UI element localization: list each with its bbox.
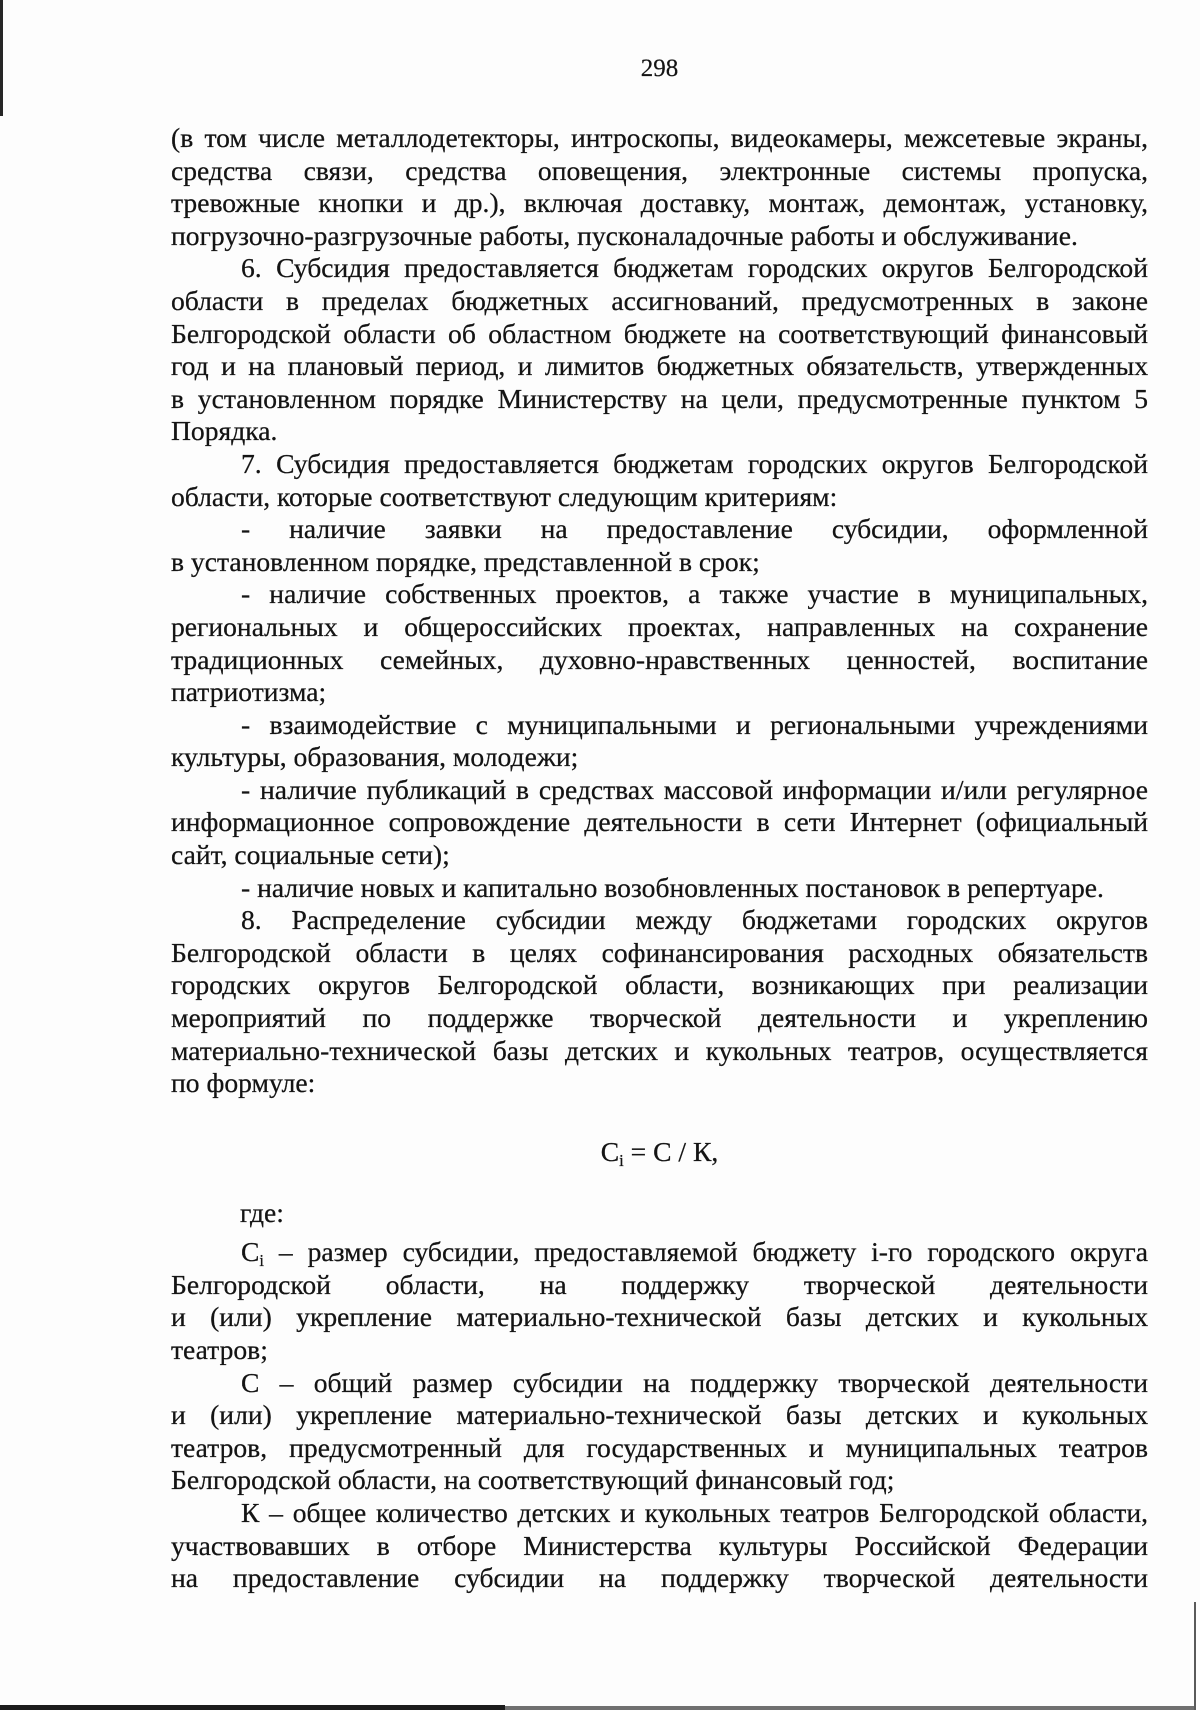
text-line: по формуле: bbox=[171, 1067, 316, 1099]
text-line: - взаимодействие с муниципальными и региональными учреждениями bbox=[241, 708, 1148, 740]
text-line: театров; bbox=[171, 1334, 268, 1366]
text-line: городских округов Белгородской области, возникающих при реализации bbox=[171, 969, 1148, 1001]
text-line: театров, предусмотренный для государственных и муниципальных театров bbox=[171, 1431, 1148, 1463]
text-line: в установленном порядке, представленной в срок; bbox=[171, 545, 760, 577]
paragraph-clause-6 bbox=[171, 252, 1148, 448]
text-line: К – общее количество детских и кукольных театров Белгородской области, bbox=[241, 1497, 1148, 1529]
text-line: (в том числе металлодетекторы, интроскопы, видеокамеры, межсетевые экраны, bbox=[171, 122, 1148, 153]
definition-item bbox=[171, 1236, 1148, 1366]
text-line: региональных и общероссийских проектах, направленных на сохранение bbox=[171, 610, 1148, 642]
text-line: Белгородской области, на поддержку творческой деятельности bbox=[171, 1268, 1148, 1300]
text-line: традиционных семейных, духовно-нравственных ценностей, воспитание bbox=[171, 643, 1148, 675]
text-line: сайт, социальные сети); bbox=[171, 839, 450, 871]
criterion-item bbox=[171, 709, 1148, 774]
paragraph-continuation bbox=[171, 122, 1148, 252]
criterion-item bbox=[171, 513, 1148, 578]
scan-edge-bottom-light bbox=[505, 1706, 1195, 1710]
criterion-item bbox=[171, 774, 1148, 872]
text-line: погрузочно-разгрузочные работы, пусконаладочные работы и обслуживание. bbox=[171, 219, 1078, 251]
text-line: Белгородской области в целях софинансирования расходных обязательств bbox=[171, 936, 1148, 968]
text-line: тревожные кнопки и др.), включая доставку, монтаж, демонтаж, установку, bbox=[171, 187, 1148, 219]
text-line: Порядка. bbox=[171, 415, 278, 447]
text-line: области в пределах бюджетных ассигнований, предусмотренных в законе bbox=[171, 284, 1148, 316]
definition-item bbox=[171, 1497, 1148, 1595]
text-line: и (или) укрепление материально-технической базы детских и кукольных bbox=[171, 1399, 1148, 1431]
where-label: где: bbox=[240, 1197, 284, 1229]
text-line: в установленном порядке Министерству на цели, предусмотренные пунктом 5 bbox=[171, 382, 1148, 414]
text-line: - наличие новых и капитально возобновленных постановок в репертуаре. bbox=[241, 871, 1104, 903]
text-line: участвовавших в отборе Министерства культуры Российской Федерации bbox=[171, 1529, 1148, 1561]
text-line: на предоставление субсидии на поддержку творческой деятельности bbox=[171, 1562, 1148, 1594]
text-line: материально-технической базы детских и кукольных театров, осуществляется bbox=[171, 1034, 1148, 1066]
text-line: патриотизма; bbox=[171, 676, 327, 708]
scan-edge-left bbox=[0, 0, 3, 116]
formula-lhs-subscript: i bbox=[619, 1150, 624, 1170]
distribution-formula bbox=[171, 1136, 1148, 1169]
text-line: 6. Субсидия предоставляется бюджетам городских округов Белгородской bbox=[241, 252, 1148, 284]
criterion-item bbox=[171, 872, 1148, 905]
text-line: С – общий размер субсидии на поддержку творческой деятельности bbox=[241, 1366, 1148, 1398]
text-line: год и на плановый период, и лимитов бюджетных обязательств, утвержденных bbox=[171, 350, 1148, 382]
definition-symbol-subscript: i bbox=[259, 1251, 265, 1271]
criterion-item bbox=[171, 578, 1148, 708]
formula-definitions bbox=[171, 1236, 1148, 1595]
scan-edge-right bbox=[1194, 1602, 1196, 1710]
paragraph-clause-7 bbox=[171, 448, 1148, 513]
definition-first-line bbox=[171, 1236, 1148, 1269]
text-line: 8. Распределение субсидии между бюджетами городских округов bbox=[241, 904, 1148, 936]
text-line: информационное сопровождение деятельности в сети Интернет (официальный bbox=[171, 806, 1148, 838]
text-line: и (или) укрепление материально-технической базы детских и кукольных bbox=[171, 1301, 1148, 1333]
text-line: Белгородской области, на соответствующий финансовый год; bbox=[171, 1464, 895, 1496]
text-line: культуры, образования, молодежи; bbox=[171, 741, 579, 773]
text-line: 7. Субсидия предоставляется бюджетам городских округов Белгородской bbox=[241, 447, 1148, 479]
text-line: – размер субсидии, предоставляемой бюджету i-го городского округа bbox=[278, 1236, 1148, 1268]
definition-item bbox=[171, 1367, 1148, 1497]
text-line: - наличие собственных проектов, а также участие в муниципальных, bbox=[241, 578, 1148, 610]
formula-rhs: = С / К, bbox=[630, 1135, 719, 1167]
text-line: средства связи, средства оповещения, электронные системы пропуска, bbox=[171, 154, 1148, 186]
text-line: области, которые соответствуют следующим критериям: bbox=[171, 480, 838, 512]
text-line: Белгородской области об областном бюджете на соответствующий финансовый bbox=[171, 317, 1148, 349]
document-body bbox=[171, 122, 1148, 1595]
scan-edge-bottom-dark bbox=[0, 1705, 505, 1710]
formula-lhs: С bbox=[600, 1135, 620, 1167]
definition-symbol: С bbox=[241, 1236, 260, 1268]
text-line: - наличие заявки на предоставление субсидии, оформленной bbox=[241, 513, 1148, 545]
text-line: мероприятий по поддержке творческой деятельности и укреплению bbox=[171, 1002, 1148, 1034]
page-number: 298 bbox=[640, 55, 679, 82]
text-line: - наличие публикаций в средствах массовой информации и/или регулярное bbox=[241, 773, 1148, 805]
paragraph-clause-8 bbox=[171, 904, 1148, 1100]
